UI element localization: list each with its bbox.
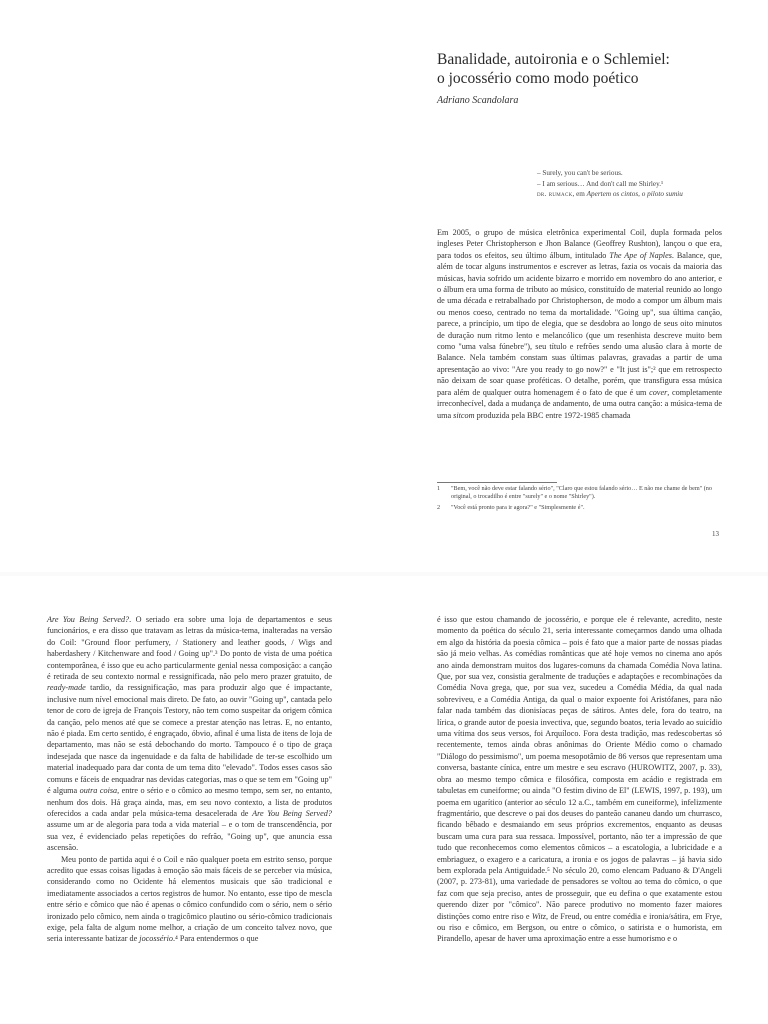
footnote-number: 1 (437, 485, 441, 492)
epigraph-attribution-name: dr. rumack (537, 190, 573, 198)
text-run: tardio, da ressignificação, mas para produzir algo que é impactante, inclusive num nível emocional mais direto. De fato, ao ouvir "Going up", cantada pelo tenor de coro de igreja de François Testory, não tem como suspeitar da origem cômica da canção, pelo menos até que se comece a prestar atenção nas letras. E, no entanto, não é piada. Em certo sentido, é engraçado, óbvio, afinal é uma lista de itens de loja de departamento, mas não se está debochando do morto. Tampouco é o tipo de graça indesejada que nasce da ingenuidade e da falta de habilidade de ter-se escolhido um material inadequado para dar conta de um tema dito "elevado". Todos esses casos são comuns e fáceis de enquadrar nas devidas categorias, mas o que se tem em "Going up" é alguma (47, 683, 332, 796)
series-title: Are You Being Served? (252, 808, 332, 818)
epigraph-line-1: – Surely, you can't be serious. (537, 169, 623, 177)
album-title: The Ape of Naples (609, 250, 672, 260)
paragraph (437, 227, 722, 421)
text-run: produzida pela BBC entre 1972-1985 chamada (474, 410, 631, 420)
italic-term: Witz (531, 911, 546, 921)
epigraph-line-2: – I am serious… And don't call me Shirley.¹ (537, 179, 664, 188)
series-title: Are You Being Served? (47, 615, 130, 624)
epigraph (537, 168, 737, 200)
footnote-text: "Você está pronto para ir agora?" e "Simplesmente é". (451, 503, 585, 511)
text-run: Meu ponto de partida aqui é o Coil e não qualquer poeta em estrito senso, porque acredito que essas coisas ligadas à emoção são mais fáceis de se perceber via música, considerando como no Ocidente há elementos musicais que são tradicional e imediatamente associados a certos registros de humor. No entanto, esse tipo de mescla entre sério e cômico que não é apenas o cômico confundido com o sério, nem o sério ironizado pelo cômico, nem ainda o tragicômico plautino ou sério-cômico tradicionais exige, pela falta de algum nome melhor, a criação de um conceito talvez novo, que seria interessante batizar de (47, 854, 332, 944)
italic-term: cover (649, 387, 668, 397)
text-run: , completamente irreconhecível, dada a mudança de andamento, de uma outra canção: a música-tema de uma (437, 387, 722, 420)
left-column (47, 614, 332, 945)
article-author: Adriano Scandolara (437, 95, 519, 106)
paragraph (47, 854, 332, 945)
footnote-number: 2 (437, 503, 441, 511)
paragraph (47, 614, 332, 854)
italic-term: ready-made (47, 683, 86, 693)
italic-term: jocossério (139, 934, 173, 944)
text-run: assume um ar de alegoria para toda a vida material – e o tom de transcendência, por sua vez, é evidenciado pelas repetições do refrão, "Going up", que anuncia essa ascensão. (47, 820, 332, 853)
italic-term: outra coisa (79, 786, 118, 796)
text-run: Em 2005, o grupo de música eletrônica experimental Coil, dupla formada pelos ingleses Peter Christopherson e Jhon Balance (Geoffrey Rushton), lançou o que era, para todos os efeitos, seu último álbum, intitulado (437, 228, 722, 260)
article-title (437, 50, 737, 88)
body-text-page-13 (437, 227, 722, 421)
footnotes (437, 485, 722, 514)
epigraph-attribution-work: Apertem os cintos, o piloto sumiu (586, 190, 683, 198)
right-column (437, 614, 722, 945)
text-run: .⁴ Para entendermos o que (172, 934, 259, 944)
footnote-rule (437, 482, 557, 483)
text-run: . O seriado era sobre uma loja de departamentos e seus funcionários, e era disso que tratavam as letras da música-tema, inalteradas na versão do Coil: "Ground floor perfumery, / Stationery and leather goods, / Wigs and haberdashery / Kitchenware and food / Going up".³ Do ponto de vista de uma poética contemporânea, é isso que eu acho particularmente genial nessa composição: a canção é retirada de seu contexto normal e ressignificada, não pelo mero prazer gratuito, de (47, 615, 332, 682)
article-title-line-1: Banalidade, autoironia e o Schlemiel: (437, 51, 670, 68)
italic-term: sitcom (453, 410, 475, 420)
page-number: 13 (712, 530, 719, 538)
text-run: . Balance, que, além de tocar alguns instrumentos e escrever as letras, fazia os vocais da maioria das músicas, havia sofrido um acidente bizarro e morrido em novembro do ano anterior, e o álbum era uma forma de tributo ao músico, constituído de material reunido ao longo de uma década e retrabalhado por Christopherson, de modo a compor um álbum mais ou menos coeso, centrado no tema da mortalidade. "Going up", sua última canção, parece, a princípio, um tipo de elegia, que se desdobra ao longo de seus oito minutos de duração num ritmo lento e melancólico (que um resenhista descreve muito bem como "uma valsa fúnebre"), seu título e refrões sendo uma alusão clara à morte de Balance. Nela também constam suas últimas palavras, gravadas a partir de uma apresentação ao vivo: "Are you ready to go now?" e "It just is";² que em retrospecto não deixam de soar quase proféticas. O detalhe, porém, que transfigura essa música para além de qualquer outra homenagem é o fato de que é um (437, 250, 723, 397)
text-run: , de Freud, ou entre comédia e ironia/sátira, em Frye, ou riso e cômico, em Bergson, ou entre o cômico, o satirista e o humorista, em Pirandello, apesar de haver uma aproximação entre a esse humorismo e o (437, 911, 723, 944)
epigraph-attribution (537, 189, 737, 200)
paragraph (437, 614, 722, 945)
footnote (437, 485, 722, 502)
text-run: , entre o sério e o cômico ao mesmo tempo, sem ser, no entanto, nenhum dos dois. Há graça ainda, mas, em seu novo contexto, a lista de produtos oferecidos a cada andar pela música-tema desacelerada de (47, 786, 332, 818)
footnote-text: "Bem, você não deve estar falando sério", "Claro que estou falando sério… E não me chame de bem" (no original, o trocadilho é entre "surely" e o nome "Shirley"). (451, 485, 712, 501)
article-title-line-2: o jocossério como modo poético (437, 70, 639, 87)
footnote (437, 504, 722, 512)
epigraph-attribution-sep: , em (572, 190, 587, 198)
text-run: é isso que estou chamando de jocossério, e porque ele é relevante, acredito, neste momento da poética do século 21, seria interessante começarmos dando uma olhada em algo da história da poesia cômica – pois é fato que a maior parte de nossas piadas são já meio velhas. As comédias românticas que até hoje vemos no cinema ano após ano ainda demonstram muitos dos lugares-comuns da chamada Comédia Nova latina. Que, por sua vez, consistia geralmente de traduções e adaptações e recombinações da Comédia Nova grega, que, por sua vez, sucedeu a Comédia Média, da qual nada sobreviveu, e a Comédia Antiga, da qual o maior expoente foi Aristófanes, para não falar nada também das dionisíacas peças de sátiros. Antes dele, fora do teatro, na lírica, o grande autor de poesia invectiva, que, segundo boatos, teria levado ao suicídio uma vítima dos seus versos, foi Arquíloco. Fora desta tradição, mas redescobertas só recentemente, temos ainda obras anônimas do Oriente Médio como o chamado "Diálogo do pessimismo", um poema mesopotâmio de 86 versos que representam uma conversa, bastante cínica, entre um mestre e seu escravo (HUROWITZ, 2007, p. 33), obra ao mesmo tempo cômica e filosófica, composta em acádio e registrada em tabuletas em cuneiforme; ou ainda "O festim divino de El" (LEWIS, 1997, p. 193), um poema em ugarítico (anterior ao século 12 a.C., também em cuneiforme), infelizmente fragmentário, que descreve o pai dos deuses do panteão cananeu dando um churrasco, ficando bêbado e desmaiando em seus próprios excrementos, enquanto as deusas buscam uma cura para sua ressaca. Impossível, portanto, não ter a impressão de que tudo que reconhecemos como elementos cômicos – a escatologia, a lubricidade e a embriaguez, o exagero e a caricatura, a ironia e os jogos de palavras – já havia sido bem explorada pela Antiguidade.⁵ No século 20, como elencam Paduano & D'Angeli (2007, p. 273-81), uma variedade de pensadores se voltou ao tema do cômico, o que faz com que seja preciso, antes de prosseguir, que eu defina o que exatamente estou querendo dizer por "cômico". Não parece produtivo no momento fazer maiores distinções como entre riso e (437, 615, 722, 921)
